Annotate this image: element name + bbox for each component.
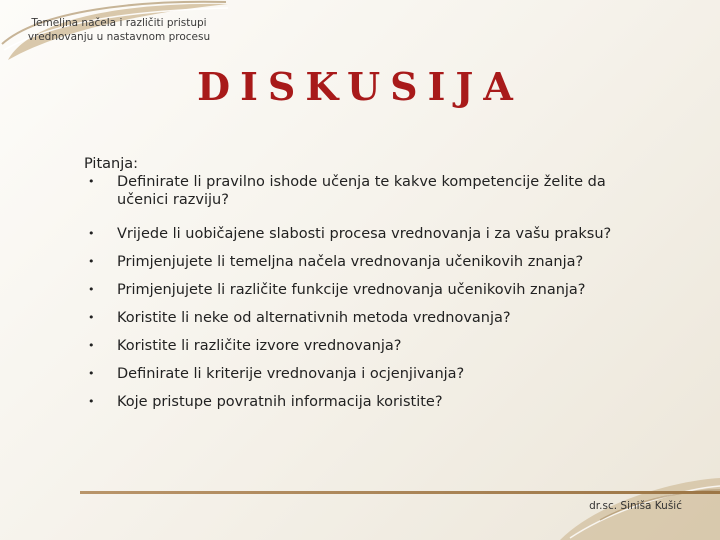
question-text: Koristite li neke od alternativnih metoda vrednovanja? xyxy=(117,310,511,326)
list-item xyxy=(84,393,644,411)
bullet-icon: • xyxy=(88,283,95,296)
question-text: Koje pristupe povratnih informacija koristite? xyxy=(117,394,443,410)
question-text: Koristite li različite izvore vrednovanja? xyxy=(117,338,402,354)
slide-title: DISKUSIJA xyxy=(197,64,523,109)
question-text: Primjenjujete li temeljna načela vrednovanja učenikovih znanja? xyxy=(117,254,584,270)
bullet-icon: • xyxy=(88,311,95,324)
slide-footer-author: dr.sc. Siniša Kušić xyxy=(589,500,682,512)
bullet-icon: • xyxy=(88,395,95,408)
list-item xyxy=(84,281,644,299)
question-text: Primjenjujete li različite funkcije vrednovanja učenikovih znanja? xyxy=(117,282,586,298)
list-item xyxy=(84,365,644,383)
bullet-icon: • xyxy=(88,255,95,268)
question-text: Definirate li kriterije vrednovanja i ocjenjivanja? xyxy=(117,366,465,382)
questions-label: Pitanja: xyxy=(84,156,139,172)
bullet-icon: • xyxy=(88,175,95,188)
questions-list xyxy=(84,173,644,411)
list-item xyxy=(84,337,644,355)
question-text: Definirate li pravilno ishode učenja te kakve kompetencije želite da učenici razviju? xyxy=(117,174,606,208)
bullet-icon: • xyxy=(88,227,95,240)
list-item xyxy=(84,309,644,327)
bullet-icon: • xyxy=(88,367,95,380)
bullet-icon: • xyxy=(88,339,95,352)
slide-header: Temeljna načela i različiti pristupi vrednovanju u nastavnom procesu xyxy=(27,17,211,43)
list-item xyxy=(84,253,644,271)
question-text: Vrijede li uobičajene slabosti procesa vrednovanja i za vašu praksu? xyxy=(117,226,612,242)
list-item xyxy=(84,173,644,209)
list-item xyxy=(84,225,644,243)
slide-body xyxy=(84,155,644,411)
footer-divider xyxy=(80,491,720,494)
